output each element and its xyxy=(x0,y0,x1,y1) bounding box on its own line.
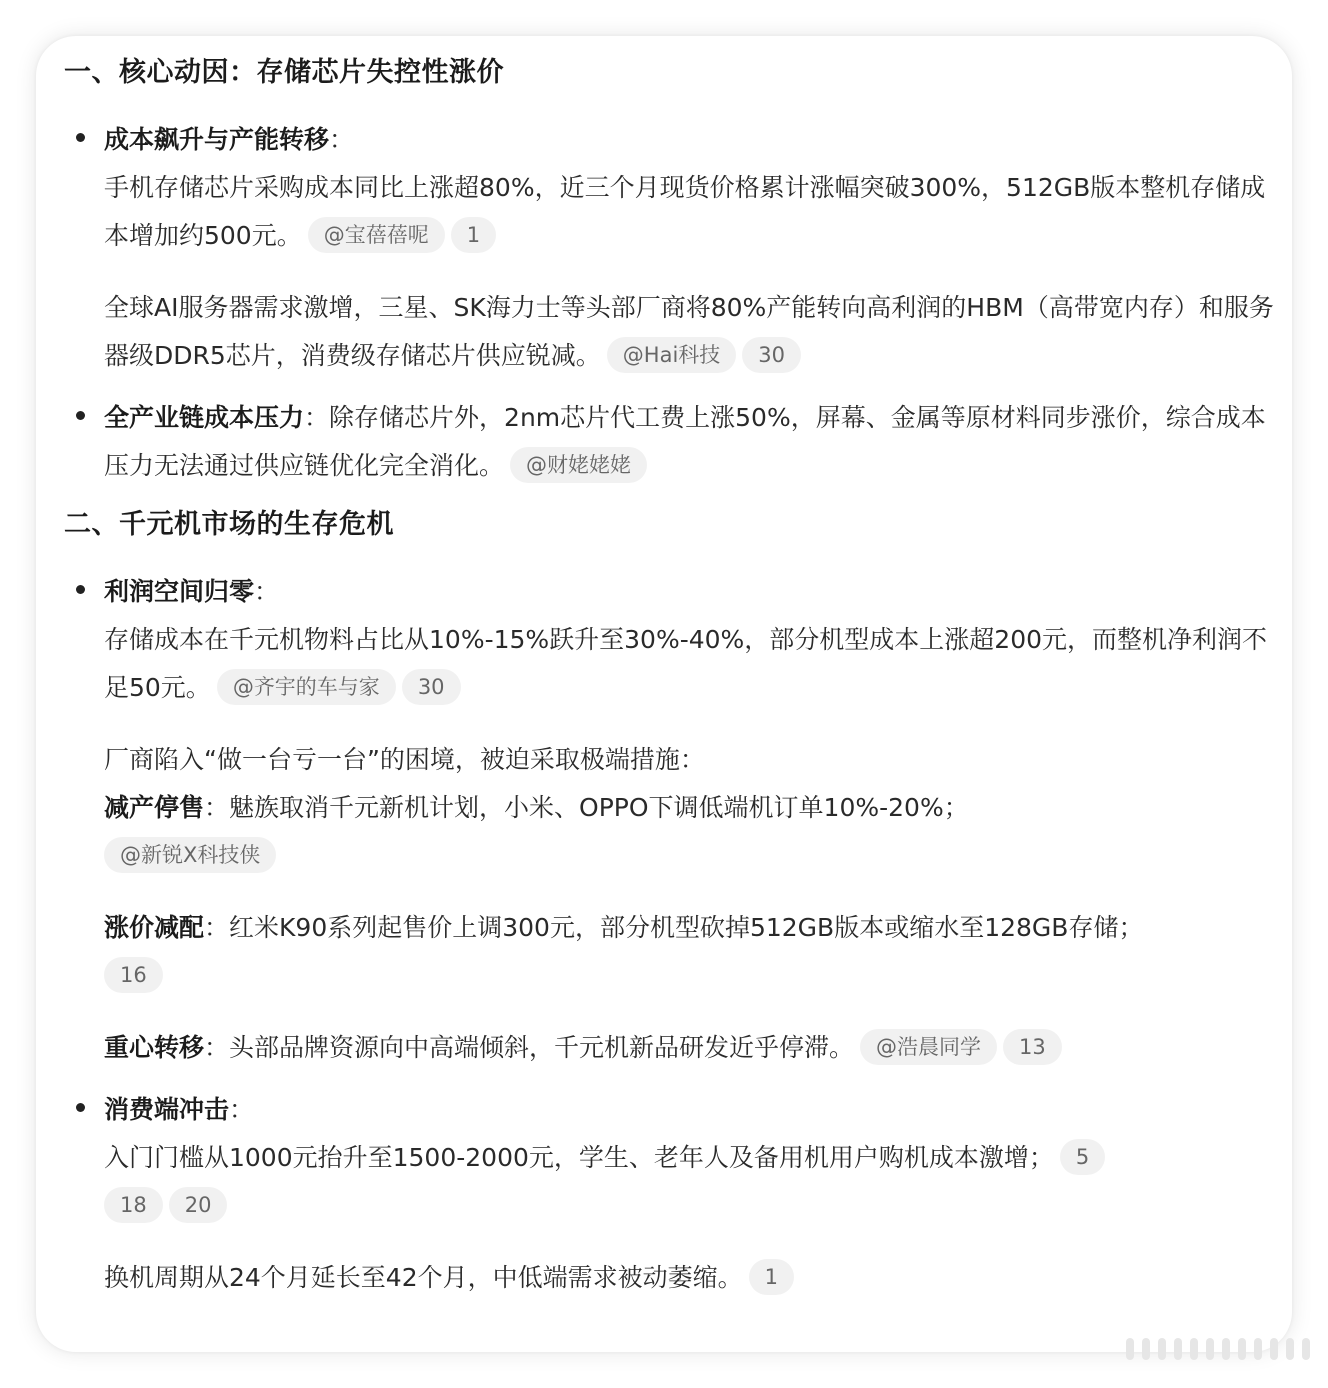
paragraph: 手机存储芯片采购成本同比上涨超80%，近三个月现货价格累计涨幅突破300%，512GB版本整机存储成本增加约500元。 @宝蓓蓓呢 1 xyxy=(104,164,1274,260)
section-title-core-drivers: 一、核心动因：存储芯片失控性涨价 xyxy=(64,57,504,88)
paragraph: 全球AI服务器需求激增，三星、SK海力士等头部厂商将80%产能转向高利润的HBM（高带宽内存）和服务器级DDR5芯片，消费级存储芯片供应锐减。 @Hai科技 30 xyxy=(104,284,1274,380)
bullet-lead: 消费端冲击 xyxy=(104,1095,230,1124)
answer-content xyxy=(64,54,1274,1316)
bullet-lead: 成本飙升与产能转移 xyxy=(104,125,330,154)
measure-paragraph: 减产停售：魅族取消千元新机计划，小米、OPPO下调低端机订单10%-20%； @新锐X科技侠 xyxy=(104,784,1274,880)
bullet-lead: 全产业链成本压力 xyxy=(104,403,305,432)
section-title-budget-crisis: 二、千元机市场的生存危机 xyxy=(64,509,394,540)
reference-count-chip[interactable]: 18 xyxy=(104,1187,163,1223)
list-item-cost-surge: 成本飙升与产能转移： 手机存储芯片采购成本同比上涨超80%，近三个月现货价格累计涨幅突破300%，512GB版本整机存储成本增加约500元。 @宝蓓蓓呢 1 全球AI服务器需求激增，三星、SK海力士等头部厂商将80%产能转向高利润的HBM（高带宽内存）和服务器级DDR5芯片，消费级存储芯片供应锐减。 @Hai科技 30 xyxy=(64,116,1274,380)
source-chip[interactable]: @新锐X科技侠 xyxy=(104,837,276,873)
answer-card xyxy=(36,36,1292,1352)
reference-count-chip[interactable]: 5 xyxy=(1060,1139,1105,1175)
source-chip[interactable]: @浩晨同学 xyxy=(860,1029,997,1065)
reference-count-chip[interactable]: 20 xyxy=(169,1187,228,1223)
reference-count-chip[interactable]: 30 xyxy=(402,669,461,705)
bullet-lead: 利润空间归零 xyxy=(104,577,255,606)
source-chip[interactable]: @Hai科技 xyxy=(607,337,737,373)
list-item-supply-chain xyxy=(64,394,1274,490)
paragraph: 换机周期从24个月延长至42个月，中低端需求被动萎缩。 1 xyxy=(104,1254,1274,1302)
section1-list xyxy=(64,116,1274,490)
paragraph: 存储成本在千元机物料占比从10%-15%跃升至30%-40%，部分机型成本上涨超200元，而整机净利润不足50元。 @齐宇的车与家 30 xyxy=(104,616,1274,712)
reference-count-chip[interactable]: 16 xyxy=(104,957,163,993)
source-chip[interactable]: @财姥姥姥 xyxy=(510,447,647,483)
watermark-bars xyxy=(1126,1338,1310,1360)
reference-count-chip[interactable]: 30 xyxy=(742,337,801,373)
reference-count-chip[interactable]: 1 xyxy=(749,1259,794,1295)
list-item-consumer-impact: 消费端冲击： 入门门槛从1000元抬升至1500-2000元，学生、老年人及备用机用户购机成本激增； 5 18 20 换机周期从24个月延长至42个月，中低端需求被动萎缩。 1 xyxy=(64,1086,1274,1302)
reference-count-chip[interactable]: 13 xyxy=(1003,1029,1062,1065)
list-item-profit-zero: 利润空间归零： 存储成本在千元机物料占比从10%-15%跃升至30%-40%，部分机型成本上涨超200元，而整机净利润不足50元。 @齐宇的车与家 30 厂商陷入“做一台亏一台”的困境，被迫采取极端措施： 减产停售：魅族取消千元新机计划，小米、OPPO下调低端机订单10%-20%； @新锐X科技侠 涨价减配：红米K90系列起售价上调300元，部分机型砍掉512GB版本或缩水至128GB存储； 16 重心转移：头部品牌资源向中高端倾斜，千元机新品研发近乎停滞。 @浩晨同学 13 xyxy=(64,568,1274,1072)
paragraph: 全产业链成本压力：除存储芯片外，2nm芯片代工费上涨50%，屏幕、金属等原材料同步涨价，综合成本压力无法通过供应链优化完全消化。 @财姥姥姥 xyxy=(104,394,1274,490)
paragraph: 厂商陷入“做一台亏一台”的困境，被迫采取极端措施： xyxy=(104,745,705,774)
paragraph: 入门门槛从1000元抬升至1500-2000元，学生、老年人及备用机用户购机成本激增； 5 18 20 xyxy=(104,1134,1274,1230)
section2-list xyxy=(64,568,1274,1302)
measure-paragraph: 涨价减配：红米K90系列起售价上调300元，部分机型砍掉512GB版本或缩水至128GB存储； 16 xyxy=(104,904,1274,1000)
source-chip[interactable]: @宝蓓蓓呢 xyxy=(308,217,445,253)
source-chip[interactable]: @齐宇的车与家 xyxy=(217,669,396,705)
reference-count-chip[interactable]: 1 xyxy=(451,217,496,253)
measure-paragraph: 重心转移：头部品牌资源向中高端倾斜，千元机新品研发近乎停滞。 @浩晨同学 13 xyxy=(104,1024,1274,1072)
